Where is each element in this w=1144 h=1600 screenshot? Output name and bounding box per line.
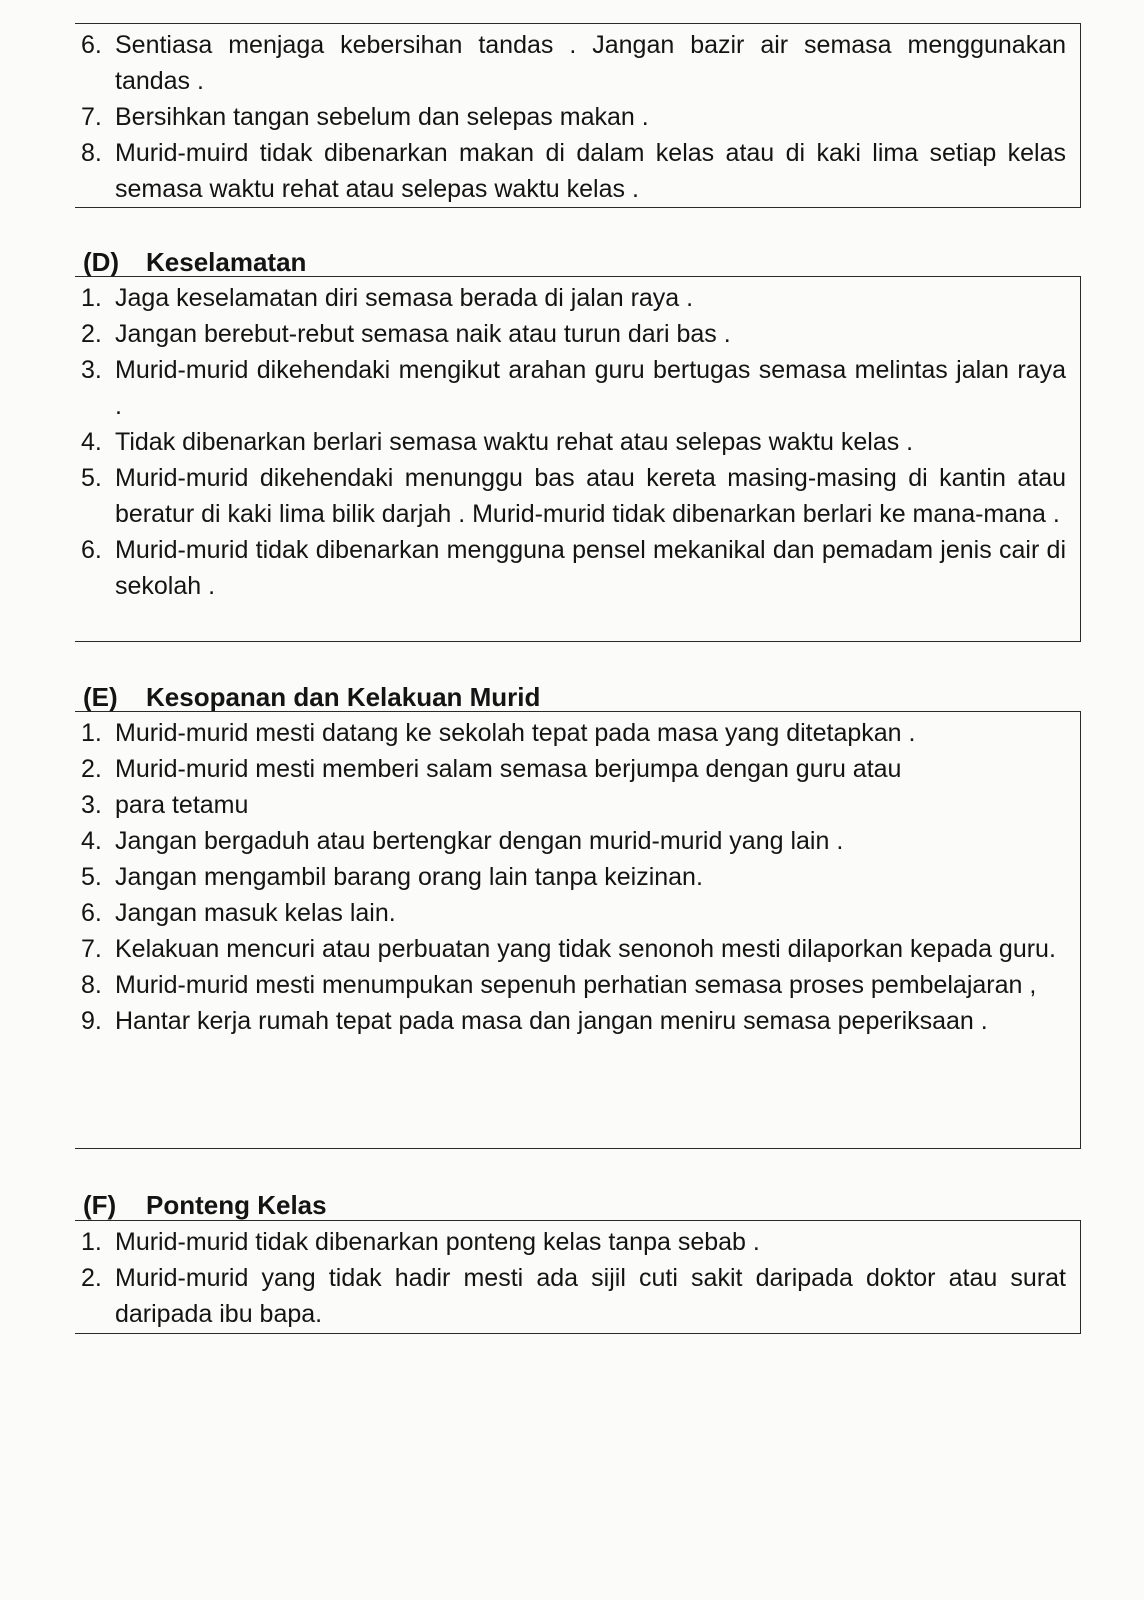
- item-number: 8.: [81, 139, 102, 167]
- item-number: 6.: [81, 536, 102, 564]
- section-title: Kesopanan dan Kelakuan Murid: [146, 682, 541, 712]
- list-item: [81, 823, 1066, 859]
- item-text: Murid-murid mesti memberi salam semasa berjumpa dengan guru atau: [115, 755, 902, 783]
- item-text: Kelakuan mencuri atau perbuatan yang tidak senonoh mesti dilaporkan kepada guru.: [115, 935, 1056, 963]
- item-text: Murid-murid yang tidak hadir mesti ada sijil cuti sakit daripada doktor atau surat daripada ibu bapa.: [115, 1264, 1066, 1328]
- list-item: [81, 424, 1066, 460]
- item-number: 8.: [81, 971, 102, 999]
- list-item: [81, 787, 1066, 823]
- section-e-box: [75, 711, 1081, 1149]
- item-text: Jangan masuk kelas lain.: [115, 899, 396, 927]
- section-letter: (D): [83, 247, 120, 277]
- item-text: Jangan berebut-rebut semasa naik atau turun dari bas .: [115, 320, 731, 348]
- item-text: Murid-murid tidak dibenarkan ponteng kelas tanpa sebab .: [115, 1228, 760, 1256]
- section-letter: (E): [83, 682, 118, 712]
- list-item: [81, 99, 1066, 135]
- item-number: 7.: [81, 103, 102, 131]
- list-item: [81, 27, 1066, 99]
- item-number: 1.: [81, 284, 102, 312]
- item-text: Murid-murid mesti datang ke sekolah tepat pada masa yang ditetapkan .: [115, 719, 916, 747]
- item-text: Tidak dibenarkan berlari semasa waktu rehat atau selepas waktu kelas .: [115, 428, 914, 456]
- list-item: [81, 1224, 1066, 1260]
- list-item: [81, 135, 1066, 207]
- list-item: [81, 316, 1066, 352]
- item-text: Murid-muird tidak dibenarkan makan di dalam kelas atau di kaki lima setiap kelas semasa waktu rehat atau selepas waktu kelas .: [115, 139, 1066, 203]
- section-f-heading: [83, 1190, 327, 1220]
- list-item: [81, 895, 1066, 931]
- list-item: [81, 280, 1066, 316]
- item-text: Murid-murid tidak dibenarkan mengguna pensel mekanikal dan pemadam jenis cair di sekolah .: [115, 536, 1066, 600]
- list-item: [81, 460, 1066, 532]
- item-number: 6.: [81, 31, 102, 59]
- list-item: [81, 859, 1066, 895]
- item-text: Murid-murid mesti menumpukan sepenuh perhatian semasa proses pembelajaran ,: [115, 971, 1037, 999]
- section-c-continued-box: [75, 23, 1081, 208]
- list-item: [81, 967, 1066, 1003]
- list-item: [81, 532, 1066, 604]
- section-d-heading: [83, 247, 306, 277]
- section-letter: (F): [83, 1190, 117, 1220]
- item-text: Jangan mengambil barang orang lain tanpa keizinan.: [115, 863, 703, 891]
- item-text: Bersihkan tangan sebelum dan selepas makan .: [115, 103, 649, 131]
- item-text: Jangan bergaduh atau bertengkar dengan murid-murid yang lain .: [115, 827, 844, 855]
- list-item: [81, 1003, 1066, 1039]
- item-text: Sentiasa menjaga kebersihan tandas . Jangan bazir air semasa menggunakan tandas .: [115, 31, 1066, 95]
- item-number: 2.: [81, 320, 102, 348]
- item-number: 2.: [81, 755, 102, 783]
- list-item: [81, 715, 1066, 751]
- section-title: Ponteng Kelas: [146, 1190, 327, 1220]
- item-text: Jaga keselamatan diri semasa berada di jalan raya .: [115, 284, 694, 312]
- section-d-box: [75, 276, 1081, 642]
- item-text: Hantar kerja rumah tepat pada masa dan jangan meniru semasa peperiksaan .: [115, 1007, 988, 1035]
- item-number: 1.: [81, 1228, 102, 1256]
- item-number: 6.: [81, 899, 102, 927]
- section-f-box: [75, 1220, 1081, 1334]
- list-item: [81, 931, 1066, 967]
- item-number: 2.: [81, 1264, 102, 1292]
- list-item: [81, 751, 1066, 787]
- item-number: 7.: [81, 935, 102, 963]
- item-text: Murid-murid dikehendaki menunggu bas atau kereta masing-masing di kantin atau beratur di kaki lima bilik darjah . Murid-murid tidak dibenarkan berlari ke mana-mana .: [115, 464, 1066, 528]
- list-item: [81, 1260, 1066, 1332]
- item-number: 5.: [81, 863, 102, 891]
- item-number: 4.: [81, 428, 102, 456]
- item-number: 3.: [81, 356, 102, 384]
- item-text: para tetamu: [115, 791, 249, 819]
- section-title: Keselamatan: [146, 247, 307, 277]
- item-text: Murid-murid dikehendaki mengikut arahan guru bertugas semasa melintas jalan raya .: [115, 356, 1066, 420]
- item-number: 9.: [81, 1007, 102, 1035]
- item-number: 3.: [81, 791, 102, 819]
- item-number: 1.: [81, 719, 102, 747]
- section-e-heading: [83, 682, 540, 712]
- item-number: 5.: [81, 464, 102, 492]
- list-item: [81, 352, 1066, 424]
- item-number: 4.: [81, 827, 102, 855]
